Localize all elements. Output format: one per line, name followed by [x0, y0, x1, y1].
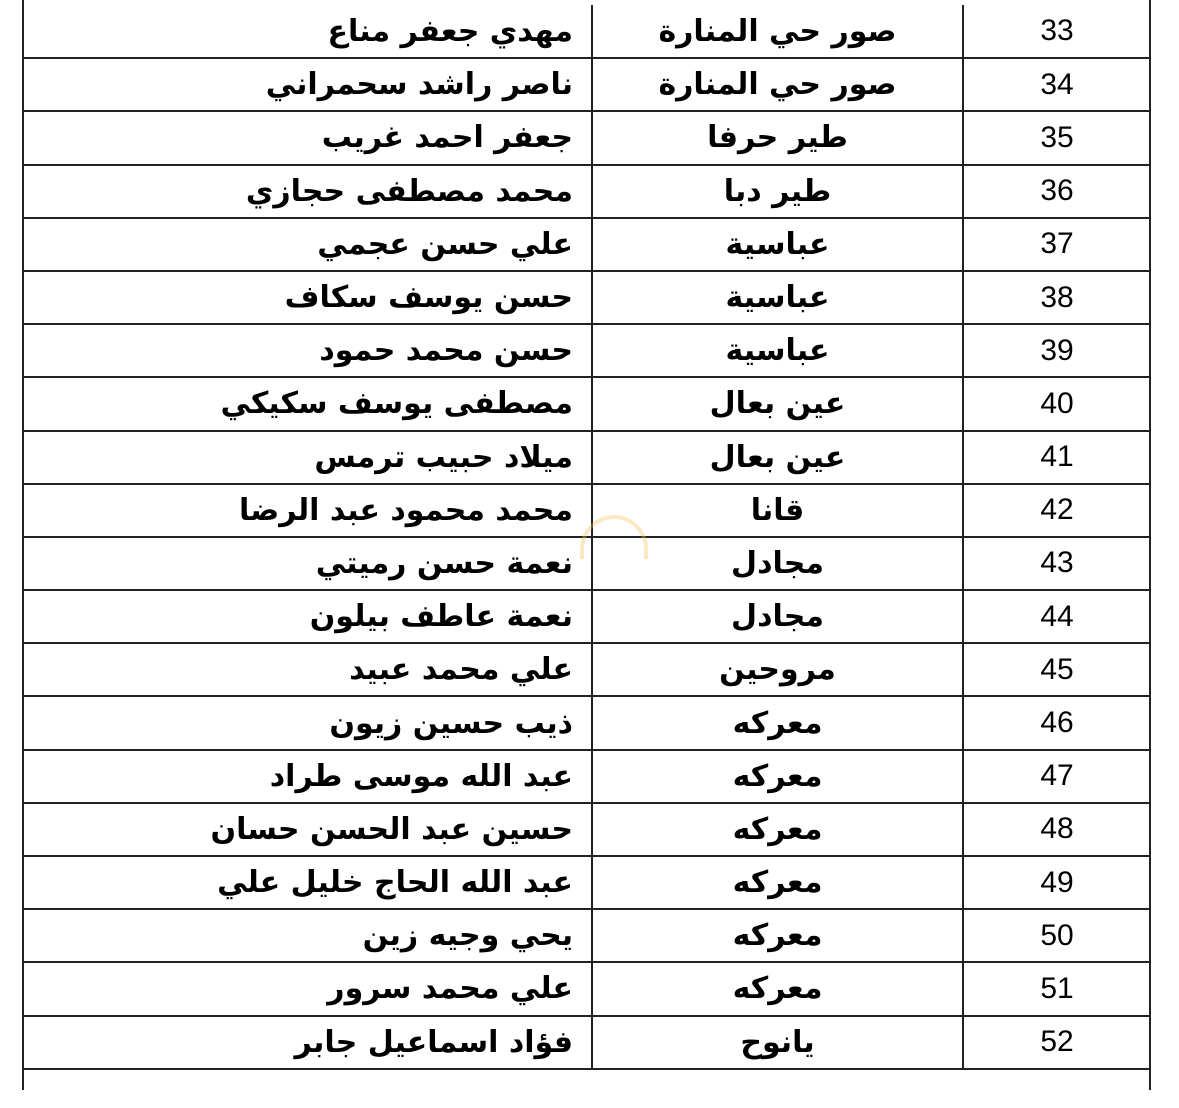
- roster-sheet: [22, 5, 1150, 1088]
- name-cell: محمد محمود عبد الرضا: [22, 484, 592, 537]
- name-cell: علي محمد سرور: [22, 962, 592, 1015]
- table-row: [22, 5, 1150, 58]
- name-cell: ذيب حسين زيون: [22, 696, 592, 749]
- name-cell: نعمة عاطف بيلون: [22, 590, 592, 643]
- number-cell: 48: [963, 803, 1150, 856]
- table-row: [22, 909, 1150, 962]
- table-row: [22, 218, 1150, 271]
- name-cell: عبد الله الحاج خليل علي: [22, 856, 592, 909]
- village-cell: عباسية: [592, 324, 963, 377]
- number-cell: 43: [963, 537, 1150, 590]
- table-row: [22, 165, 1150, 218]
- table-row: [22, 643, 1150, 696]
- number-cell: 52: [963, 1016, 1150, 1069]
- name-cell: ناصر راشد سحمراني: [22, 58, 592, 111]
- table-row: [22, 111, 1150, 164]
- roster-table: [22, 5, 1150, 1070]
- number-cell: 47: [963, 750, 1150, 803]
- number-cell: 37: [963, 218, 1150, 271]
- table-row: [22, 431, 1150, 484]
- name-cell: علي حسن عجمي: [22, 218, 592, 271]
- table-row: [22, 324, 1150, 377]
- village-cell: طير حرفا: [592, 111, 963, 164]
- table-row: [22, 696, 1150, 749]
- village-cell: يانوح: [592, 1016, 963, 1069]
- village-cell: مروحين: [592, 643, 963, 696]
- village-cell: طير دبا: [592, 165, 963, 218]
- village-cell: معركه: [592, 856, 963, 909]
- village-cell: معركه: [592, 909, 963, 962]
- number-cell: 50: [963, 909, 1150, 962]
- name-cell: ميلاد حبيب ترمس: [22, 431, 592, 484]
- name-cell: يحي وجيه زين: [22, 909, 592, 962]
- number-cell: 46: [963, 696, 1150, 749]
- village-cell: مجادل: [592, 537, 963, 590]
- number-cell: 41: [963, 431, 1150, 484]
- name-cell: عبد الله موسى طراد: [22, 750, 592, 803]
- table-row: [22, 750, 1150, 803]
- number-cell: 38: [963, 271, 1150, 324]
- table-row: [22, 58, 1150, 111]
- village-cell: عباسية: [592, 218, 963, 271]
- number-cell: 49: [963, 856, 1150, 909]
- name-cell: جعفر احمد غريب: [22, 111, 592, 164]
- table-row: [22, 856, 1150, 909]
- number-cell: 33: [963, 5, 1150, 58]
- village-cell: عين بعال: [592, 431, 963, 484]
- number-cell: 44: [963, 590, 1150, 643]
- number-cell: 40: [963, 377, 1150, 430]
- table-row: [22, 1016, 1150, 1069]
- table-row: [22, 537, 1150, 590]
- number-cell: 42: [963, 484, 1150, 537]
- table-row: [22, 590, 1150, 643]
- number-cell: 39: [963, 324, 1150, 377]
- table-row: [22, 803, 1150, 856]
- village-cell: قانا: [592, 484, 963, 537]
- name-cell: مصطفى يوسف سكيكي: [22, 377, 592, 430]
- village-cell: معركه: [592, 750, 963, 803]
- village-cell: معركه: [592, 803, 963, 856]
- name-cell: حسن محمد حمود: [22, 324, 592, 377]
- number-cell: 34: [963, 58, 1150, 111]
- name-cell: حسين عبد الحسن حسان: [22, 803, 592, 856]
- village-cell: معركه: [592, 962, 963, 1015]
- name-cell: فؤاد اسماعيل جابر: [22, 1016, 592, 1069]
- number-cell: 45: [963, 643, 1150, 696]
- table-row: [22, 484, 1150, 537]
- table-row: [22, 962, 1150, 1015]
- village-cell: صور حي المنارة: [592, 58, 963, 111]
- number-cell: 35: [963, 111, 1150, 164]
- village-cell: عين بعال: [592, 377, 963, 430]
- village-cell: مجادل: [592, 590, 963, 643]
- name-cell: محمد مصطفى حجازي: [22, 165, 592, 218]
- village-cell: عباسية: [592, 271, 963, 324]
- name-cell: علي محمد عبيد: [22, 643, 592, 696]
- table-row: [22, 271, 1150, 324]
- name-cell: حسن يوسف سكاف: [22, 271, 592, 324]
- roster-table-body: [22, 5, 1150, 1069]
- number-cell: 51: [963, 962, 1150, 1015]
- table-row: [22, 377, 1150, 430]
- name-cell: مهدي جعفر مناع: [22, 5, 592, 58]
- village-cell: معركه: [592, 696, 963, 749]
- name-cell: نعمة حسن رميتي: [22, 537, 592, 590]
- village-cell: صور حي المنارة: [592, 5, 963, 58]
- number-cell: 36: [963, 165, 1150, 218]
